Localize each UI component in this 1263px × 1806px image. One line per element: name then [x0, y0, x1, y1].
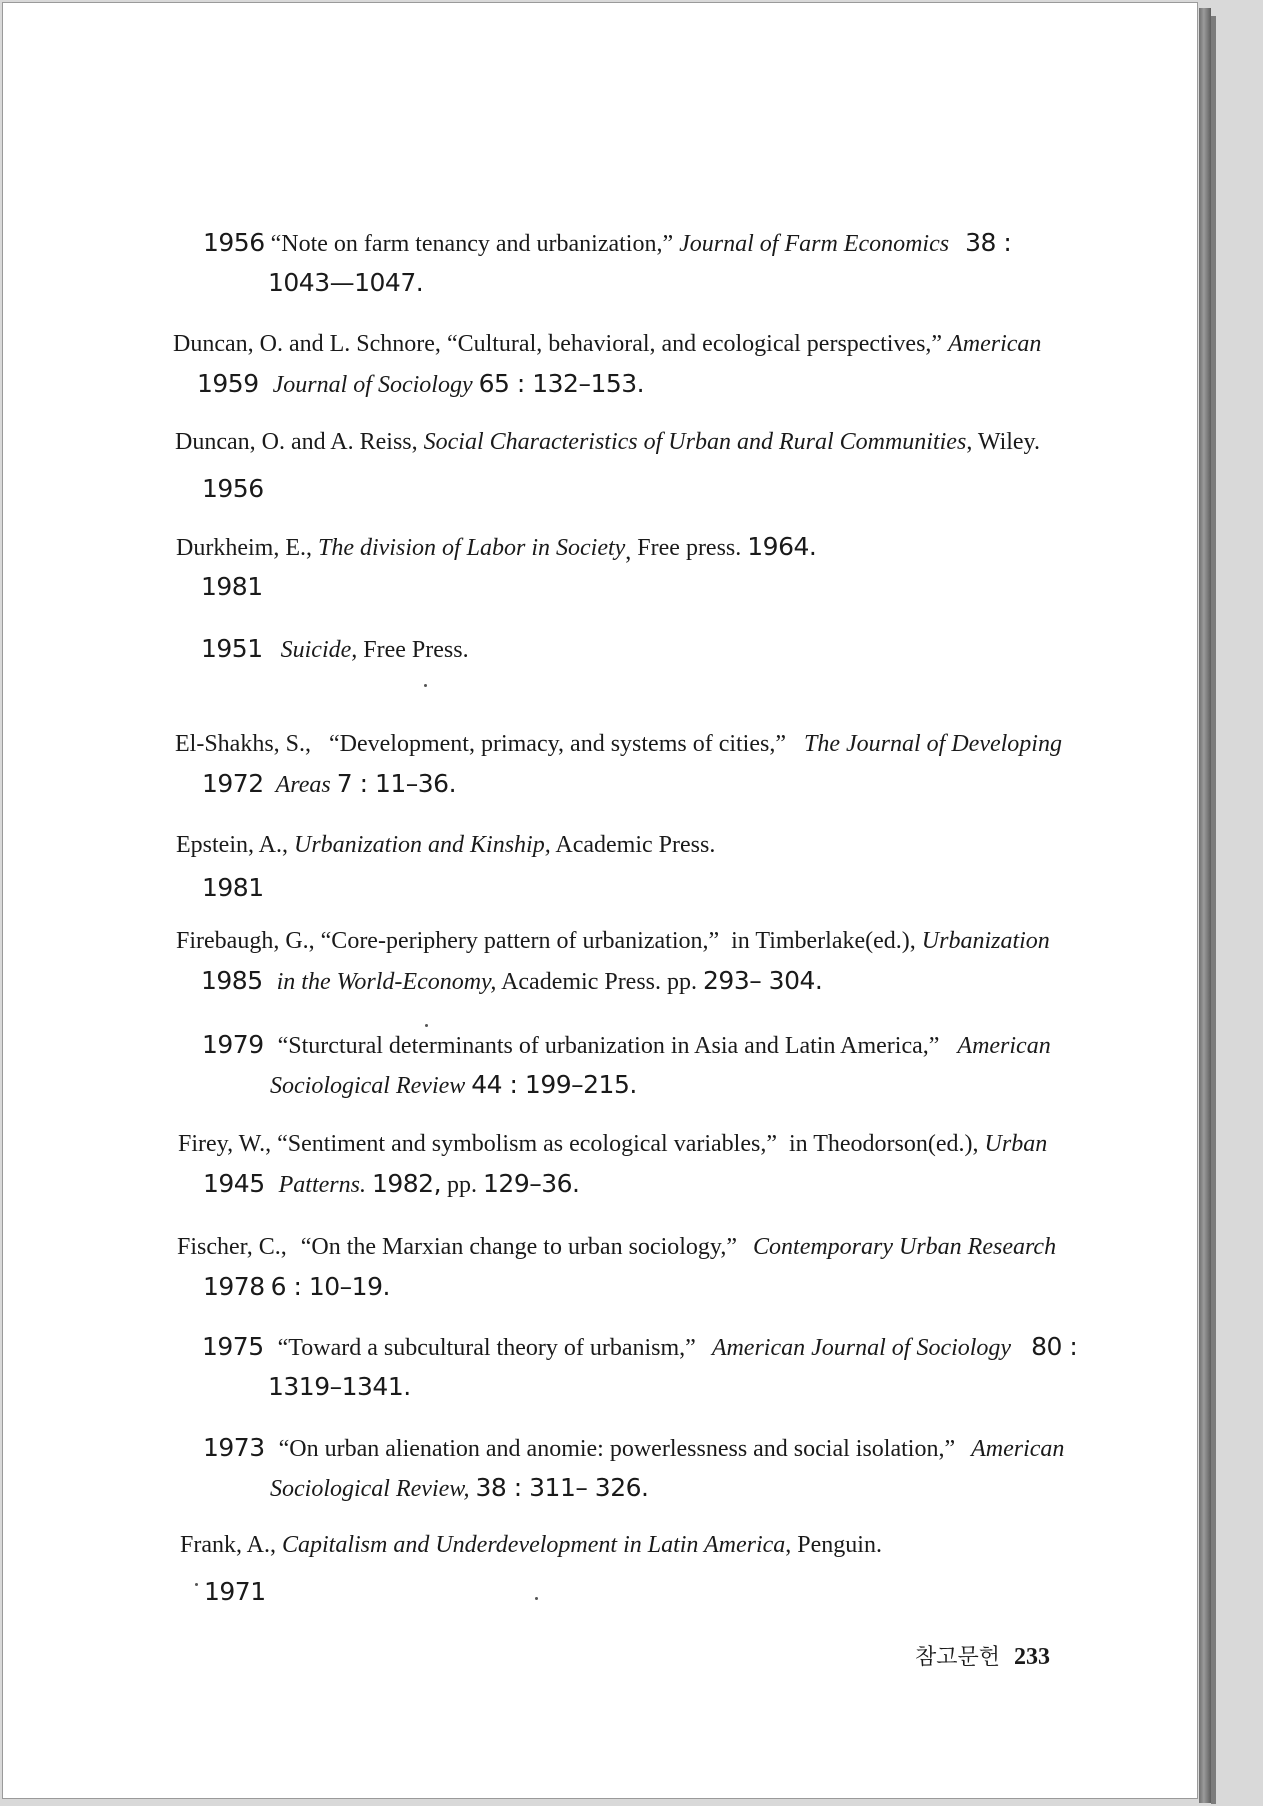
scan-speck	[424, 684, 427, 687]
scan-speck	[535, 1597, 538, 1600]
reference-line: 1985 in the World-Economy, Academic Press. pp. 293– 304.	[201, 966, 823, 995]
reference-line: Epstein, A., Urbanization and Kinship, Academic Press.	[176, 832, 716, 858]
reference-line: El-Shakhs, S., “Development, primacy, and systems of cities,” The Journal of Developing	[175, 731, 1062, 757]
reference-line: 1956	[202, 474, 264, 503]
footer-label: 참고문헌	[915, 1645, 1001, 1670]
reference-line: 1945 Patterns. 1982, pp. 129–36.	[203, 1169, 580, 1198]
reference-line: 1319–1341.	[268, 1372, 411, 1401]
reference-line: 1979 “Sturctural determinants of urbanization in Asia and Latin America,” American	[202, 1030, 1051, 1059]
page-number: 233	[1014, 1644, 1051, 1670]
reference-line: 1975 “Toward a subcultural theory of urbanism,” American Journal of Sociology 80 :	[202, 1332, 1078, 1361]
reference-line: 1981	[202, 873, 264, 902]
reference-line: Duncan, O. and A. Reiss, Social Characteristics of Urban and Rural Communities, Wiley.	[175, 429, 1040, 455]
reference-line: 1043—1047.	[268, 268, 424, 297]
reference-line: Sociological Review, 38 : 311– 326.	[270, 1473, 649, 1502]
page-edge-shadow	[1199, 8, 1211, 1803]
reference-line: 1973 “On urban alienation and anomie: powerlessness and social isolation,” American	[203, 1433, 1065, 1462]
reference-line: Durkheim, E., The division of Labor in Society, Free press. 1964.	[176, 532, 817, 565]
reference-line: Frank, A., Capitalism and Underdevelopment in Latin America, Penguin.	[180, 1532, 882, 1558]
page-edge-shadow-back	[1211, 16, 1216, 1804]
reference-line: 1981	[201, 572, 263, 601]
reference-line: 1959 Journal of Sociology 65 : 132–153.	[197, 369, 645, 398]
reference-line: Sociological Review 44 : 199–215.	[270, 1070, 637, 1099]
scan-speck	[195, 1583, 198, 1586]
reference-line: 1972 Areas 7 : 11–36.	[202, 769, 457, 798]
reference-line: Firey, W., “Sentiment and symbolism as ecological variables,” in Theodorson(ed.), Urban	[178, 1131, 1048, 1157]
reference-line: Duncan, O. and L. Schnore, “Cultural, behavioral, and ecological perspectives,” American	[173, 331, 1042, 357]
reference-line: 1956 “Note on farm tenancy and urbanization,” Journal of Farm Economics 38 :	[203, 228, 1012, 257]
scan-speck	[425, 1024, 428, 1027]
page-footer	[915, 1640, 1050, 1671]
reference-line: 1951 Suicide, Free Press.	[201, 634, 469, 663]
reference-line: 1971	[204, 1577, 266, 1606]
reference-line: 1978 6 : 10–19.	[203, 1272, 390, 1301]
reference-line: Firebaugh, G., “Core-periphery pattern of urbanization,” in Timberlake(ed.), Urbanization	[176, 928, 1050, 954]
reference-line: Fischer, C., “On the Marxian change to urban sociology,” Contemporary Urban Research	[177, 1234, 1057, 1260]
